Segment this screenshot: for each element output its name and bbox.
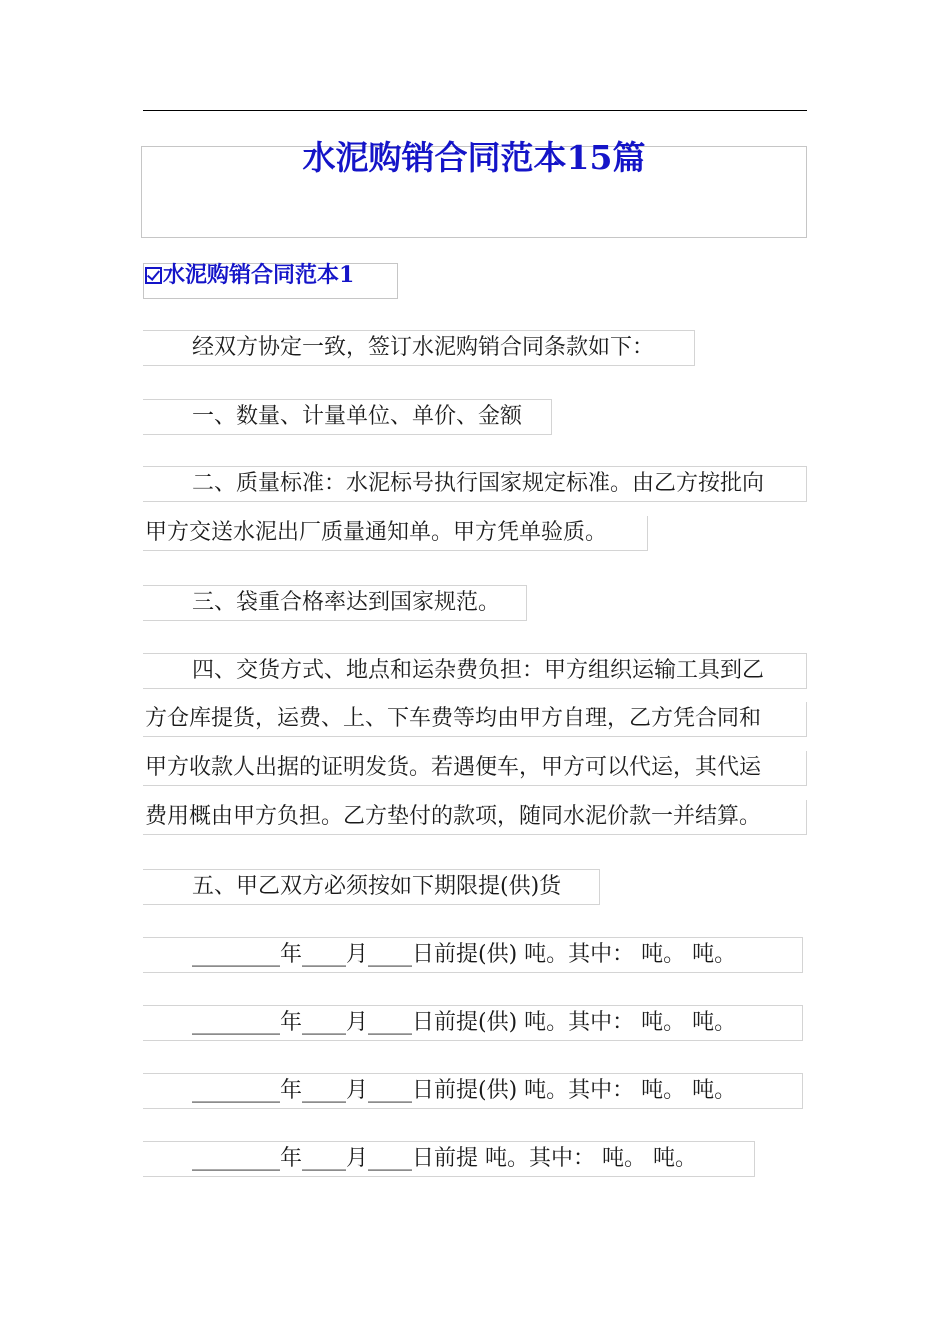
paragraph-clause-5: 五、甲乙双方必须按如下期限提(供)货 xyxy=(143,869,600,905)
paragraph-clause-2-line-2: 甲方交送水泥出厂质量通知单。甲方凭单验质。 xyxy=(143,516,648,551)
delivery-schedule-row-4: ________年____月____日前提 吨。其中： 吨。 吨。 xyxy=(143,1141,755,1177)
paragraph-clause-4-line-2: 方仓库提货，运费、上、下车费等均由甲方自理，乙方凭合同和 xyxy=(143,702,807,737)
paragraph-clause-1: 一、数量、计量单位、单价、金额 xyxy=(143,399,552,435)
paragraph-clause-2-line-1: 二、质量标准：水泥标号执行国家规定标准。由乙方按批向 xyxy=(143,466,807,502)
delivery-schedule-row-1: ________年____月____日前提(供) 吨。其中： 吨。 吨。 xyxy=(143,937,803,973)
paragraph-intro: 经双方协定一致，签订水泥购销合同条款如下： xyxy=(143,330,695,366)
paragraph-clause-4-line-1: 四、交货方式、地点和运杂费负担：甲方组织运输工具到乙 xyxy=(143,653,807,689)
header-rule xyxy=(143,110,807,111)
delivery-schedule-row-2: ________年____月____日前提(供) 吨。其中： 吨。 吨。 xyxy=(143,1005,803,1041)
section-heading-text: 水泥购销合同范本1 xyxy=(163,262,355,288)
section-heading xyxy=(145,259,354,291)
delivery-schedule-row-3: ________年____月____日前提(供) 吨。其中： 吨。 吨。 xyxy=(143,1073,803,1109)
paragraph-clause-3: 三、袋重合格率达到国家规范。 xyxy=(143,585,527,621)
document-title: 水泥购销合同范本15篇 xyxy=(302,138,646,177)
paragraph-clause-4-line-3: 甲方收款人出据的证明发货。若遇便车，甲方可以代运，其代运 xyxy=(143,751,807,786)
checkbox-icon xyxy=(145,267,162,284)
paragraph-clause-4-line-4: 费用概由甲方负担。乙方垫付的款项，随同水泥价款一并结算。 xyxy=(143,800,807,835)
